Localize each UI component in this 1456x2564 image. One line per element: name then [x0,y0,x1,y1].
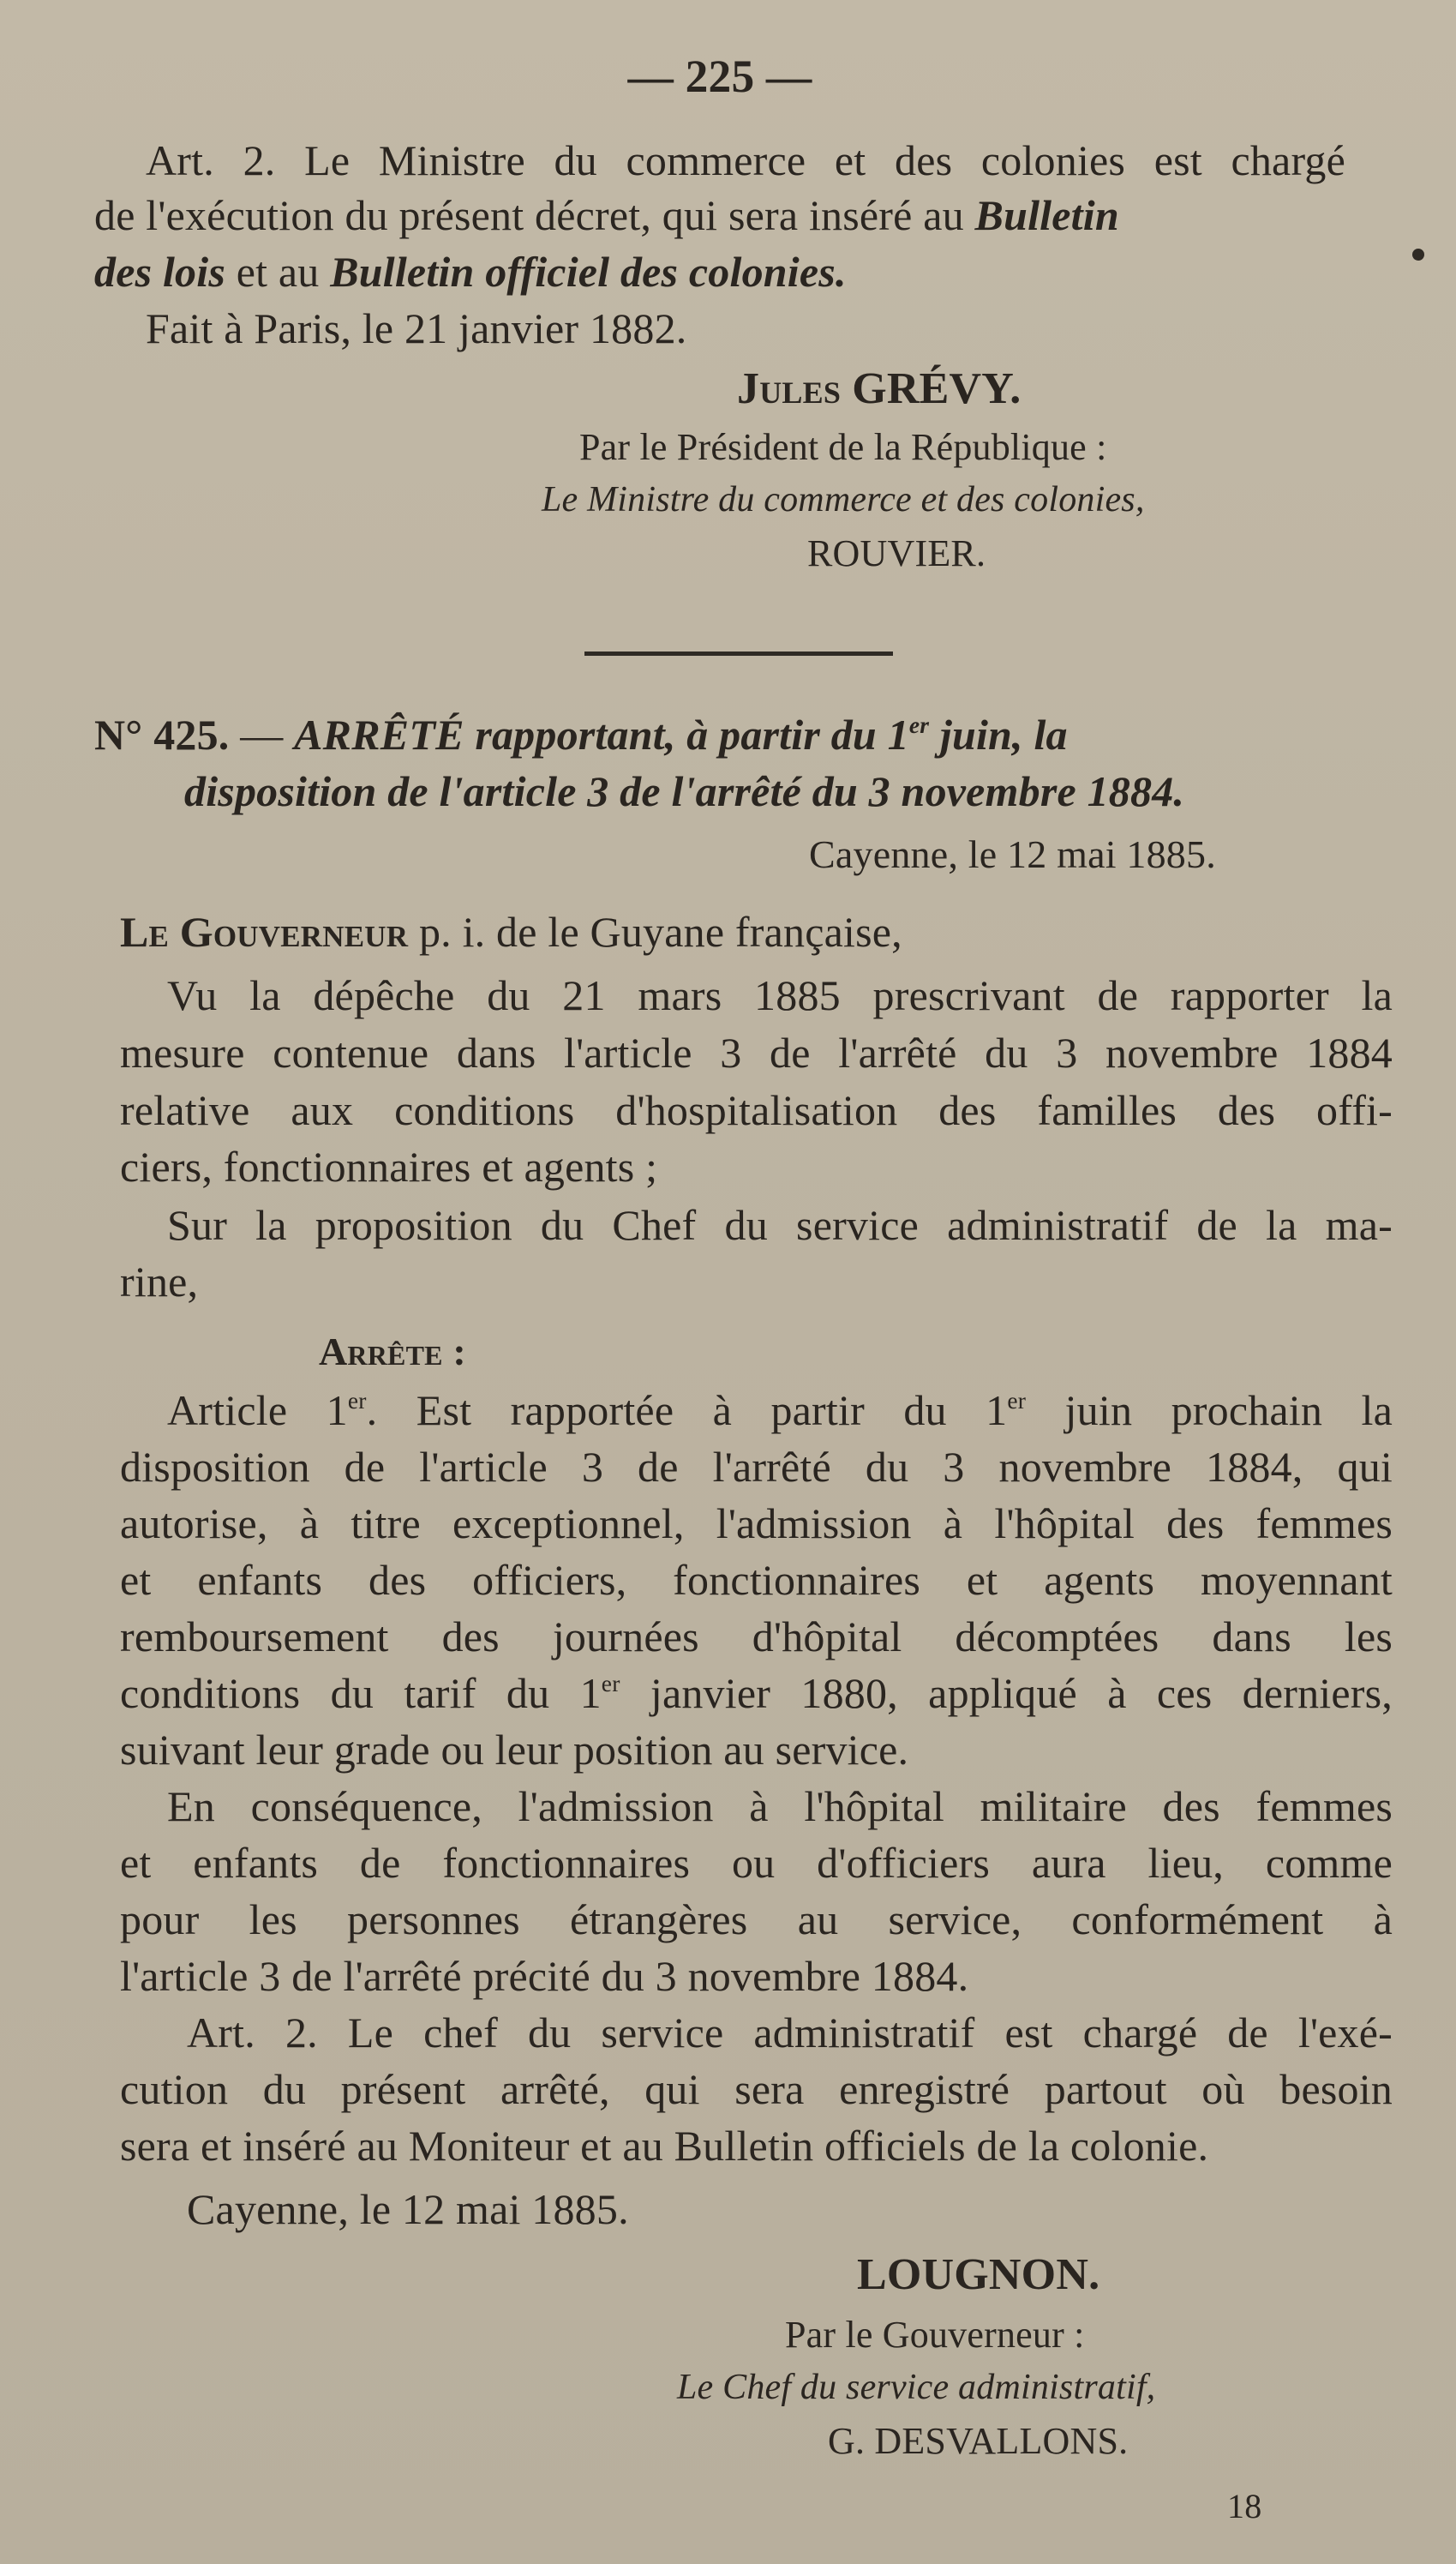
des-lois-text: des lois [94,248,225,296]
chef-name: G. DESVALLONS. [828,2420,1129,2462]
decree-title-text [294,711,1068,759]
bulletin-officiel-text: Bulletin officiel des colonies. [330,248,847,296]
page-number: — 225 — [627,51,812,102]
art-2-line-3: sera et inséré au Moniteur et au Bulletin officiels de la colonie. [120,2122,1209,2170]
article-1-line-2: disposition de l'article 3 de l'arrêté du 3 novembre 1884, qui [120,1443,1393,1491]
article-1-tarif-a: conditions du tarif du 1 [120,1669,602,1717]
by-president-line: Par le Président de la République : [579,426,1107,468]
section-divider [584,652,893,656]
bulletin-word: Bulletin [974,191,1119,239]
minister-name: ROUVIER. [807,532,986,574]
signature-mark: 18 [1227,2487,1262,2525]
article-1-start: Article 1 [167,1386,348,1434]
sur-line-2: rine, [120,1258,199,1306]
consequence-line-1: En conséquence, l'admission à l'hôpital militaire des femmes [167,1782,1393,1830]
consequence-line-3: pour les personnes étrangères au service, conformément à [120,1895,1393,1943]
vu-line-1: Vu la dépêche du 21 mars 1885 prescrivant de rapporter la [167,971,1393,1019]
article-1-tarif-sup: er [601,1669,620,1696]
closing-date: Cayenne, le 12 mai 1885. [187,2185,629,2233]
decree-place-date: Cayenne, le 12 mai 1885. [809,832,1216,876]
consequence-line-4: l'article 3 de l'arrêté précité du 3 novembre 1884. [120,1952,969,2000]
signature-lougnon: LOUGNON. [857,2250,1100,2299]
paris-date-line: Fait à Paris, le 21 janvier 1882. [146,304,687,352]
decree-title-sup: er [908,711,930,738]
article-1-line-3: autorise, à titre exceptionnel, l'admission à l'hôpital des femmes [120,1499,1393,1547]
ink-speck [1412,249,1424,261]
article-2-line-3 [94,248,847,296]
article-1-tarif-b: janvier 1880, appliqué à ces derniers, [620,1669,1393,1717]
decree-dash: — [240,711,284,759]
et-au-text: et au [236,248,320,296]
art-2-line-2: cution du présent arrêté, qui sera enregistré partout où besoin [120,2065,1393,2113]
vu-line-4: ciers, fonctionnaires et agents ; [120,1143,658,1191]
article-1-rest-2: juin prochain la [1026,1386,1393,1434]
chef-title: Le Chef du service administratif, [677,2368,1156,2407]
article-1-line-7: suivant leur grade ou leur position au service. [120,1726,909,1774]
vu-line-2: mesure contenue dans l'article 3 de l'arrêté du 3 novembre 1884 [120,1029,1393,1077]
decree-number: N° 425. [94,711,230,759]
decree-title-part-1: ARRÊTÉ rapportant, à partir du 1 [294,711,909,759]
sur-line-1: Sur la proposition du Chef du service administratif de la ma- [167,1201,1393,1249]
article-2-line-2-text: de l'exécution du présent décret, qui sera inséré au [94,191,964,239]
vu-line-3: relative aux conditions d'hospitalisation des familles des offi- [120,1086,1393,1134]
decree-title-line-1 [94,711,1393,759]
article-1-rest: . Est rapportée à partir du 1 [366,1386,1008,1434]
article-1-sup: er [347,1386,367,1414]
article-1-line-5: remboursement des journées d'hôpital décomptées dans les [120,1612,1393,1660]
decree-title-part-2: juin, la [929,711,1068,759]
consequence-line-2: et enfants de fonctionnaires ou d'officiers aura lieu, comme [120,1839,1393,1887]
article-1-line-6 [120,1669,1393,1717]
article-1-sup-2: er [1007,1386,1027,1414]
article-2-line-1: Art. 2. Le Ministre du commerce et des colonies est chargé [146,136,1345,184]
governor-line [120,908,902,956]
signature-grevy: Jules GRÉVY. [737,364,1022,413]
article-1-line-4: et enfants des officiers, fonctionnaires et agents moyennant [120,1556,1393,1604]
article-1-line-1 [167,1386,1393,1434]
art-2-line-1: Art. 2. Le chef du service administratif est chargé de l'exé- [187,2009,1393,2057]
minister-title: Le Ministre du commerce et des colonies, [542,480,1145,519]
article-2-line-2 [94,191,1340,239]
arrete-heading: Arrête : [319,1330,466,1373]
governor-rest: p. i. de le Guyane française, [408,908,902,956]
by-governor-line: Par le Gouverneur : [785,2314,1085,2356]
decree-title-line-2: disposition de l'article 3 de l'arrêté du 3 novembre 1884. [184,767,1185,815]
governor-caps: Le Gouverneur [120,908,409,956]
